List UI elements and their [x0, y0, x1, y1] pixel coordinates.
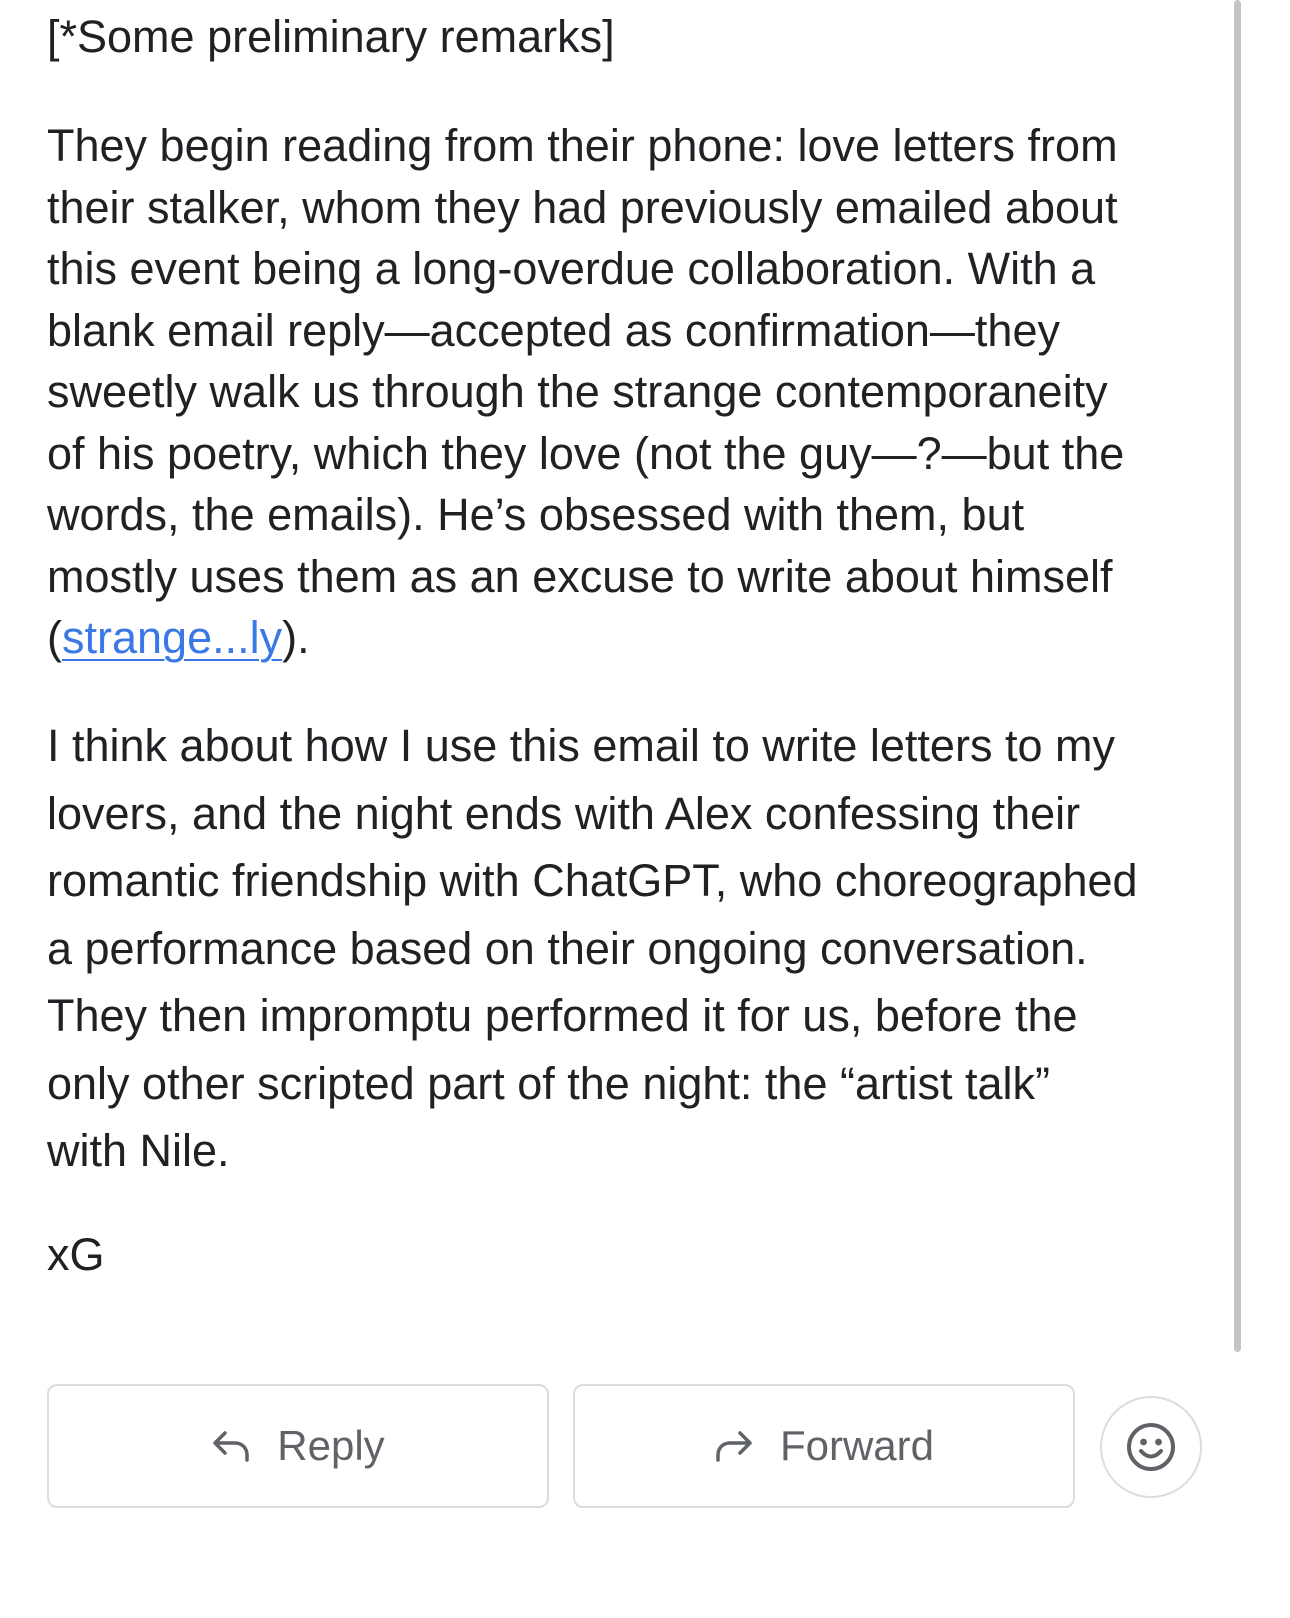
paragraph-line: They then impromptu performed it for us, before the: [47, 990, 1078, 1041]
paragraph-1: [47, 115, 1207, 669]
preliminary-remarks: [*Some preliminary remarks]: [47, 11, 615, 62]
strangely-link[interactable]: strange...ly: [62, 612, 283, 663]
forward-arrow-icon: [714, 1429, 754, 1463]
paragraph-line: only other scripted part of the night: the “artist talk”: [47, 1057, 1050, 1109]
paragraph-line: words, the emails). He’s obsessed with them, but: [47, 489, 1025, 540]
paragraph-2: [47, 712, 1207, 1185]
close-paren: ).: [282, 612, 310, 663]
paragraph-line: with Nile.: [47, 1125, 230, 1176]
paragraph-line: romantic friendship with ChatGPT, who choreographed: [47, 855, 1138, 906]
paragraph-last-line: [47, 607, 1207, 669]
scrollbar[interactable]: [1234, 0, 1241, 1352]
paragraph-line: this event being a long-overdue collaboration. With a: [47, 243, 1096, 294]
paragraph-line: of his poetry, which they love (not the guy—?—but the: [47, 427, 1125, 479]
reply-label: Reply: [277, 1422, 385, 1469]
paragraph-line: a performance based on their ongoing conversation.: [47, 922, 1088, 974]
reply-button[interactable]: [47, 1384, 549, 1508]
paragraph-line: sweetly walk us through the strange contemporaneity: [47, 366, 1108, 417]
open-paren: (: [47, 612, 62, 663]
paragraph-line: They begin reading from their phone: love letters from: [47, 120, 1118, 171]
paragraph-line: their stalker, whom they had previously emailed about: [47, 181, 1118, 233]
paragraph-line: blank email reply—accepted as confirmation—they: [47, 304, 1060, 356]
smiley-icon: [1125, 1421, 1177, 1473]
paragraph-line: mostly uses them as an excuse to write about himself: [47, 550, 1113, 602]
reply-arrow-icon: [211, 1429, 251, 1463]
forward-button[interactable]: [573, 1384, 1075, 1508]
forward-label: Forward: [779, 1422, 935, 1469]
paragraph-line: lovers, and the night ends with Alex confessing their: [47, 787, 1081, 839]
paragraph-line: I think about how I use this email to write letters to my: [47, 720, 1115, 771]
emoji-reaction-button[interactable]: [1100, 1396, 1202, 1498]
signoff: xG: [47, 1229, 105, 1280]
